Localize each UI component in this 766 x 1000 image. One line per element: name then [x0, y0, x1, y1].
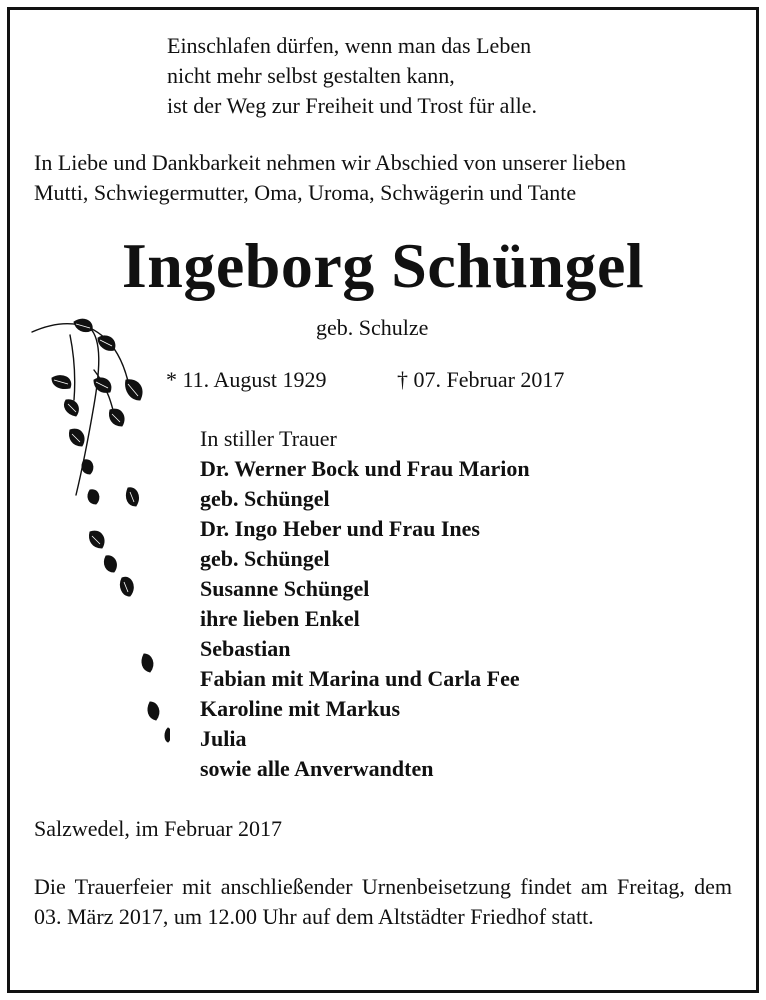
mourner-line: Dr. Ingo Heber und Frau Ines [200, 516, 480, 541]
deceased-name: Ingeborg Schüngel [121, 230, 645, 301]
intro-line-2: Mutti, Schwiegermutter, Oma, Uroma, Schwägerin und Tante [34, 180, 577, 205]
mourners-heading: In stiller Trauer [200, 426, 337, 451]
poem-line-1: Einschlafen dürfen, wenn man das Leben [167, 33, 532, 58]
service-notice: Die Trauerfeier mit anschließender Urnenbeisetzung findet am Freitag, dem 03. März 2017, um 12.00 Uhr auf dem Altstädter Friedhof statt. [34, 874, 732, 929]
death-date: † 07. Februar 2017 [397, 367, 565, 392]
intro-line-1: In Liebe und Dankbarkeit nehmen wir Abschied von unserer lieben [34, 150, 626, 175]
mourner-line: ihre lieben Enkel [200, 606, 360, 631]
mourner-line: geb. Schüngel [200, 546, 330, 571]
mourner-line: Susanne Schüngel [200, 576, 370, 601]
birch-leaves-icon [30, 310, 170, 750]
mourner-line: Sebastian [200, 636, 291, 661]
mourner-line: Karoline mit Markus [200, 696, 401, 721]
mourner-line: sowie alle Anverwandten [200, 756, 434, 781]
mourner-line: Fabian mit Marina und Carla Fee [200, 666, 520, 691]
birth-date: * 11. August 1929 [166, 367, 327, 392]
mourner-line: geb. Schüngel [200, 486, 330, 511]
mourner-line: Julia [200, 726, 247, 751]
mourner-line: Dr. Werner Bock und Frau Marion [200, 456, 530, 481]
poem-line-2: nicht mehr selbst gestalten kann, [167, 63, 455, 88]
maiden-name: geb. Schulze [316, 315, 429, 340]
poem-line-3: ist der Weg zur Freiheit und Trost für alle. [167, 93, 537, 118]
place-date: Salzwedel, im Februar 2017 [34, 816, 283, 841]
